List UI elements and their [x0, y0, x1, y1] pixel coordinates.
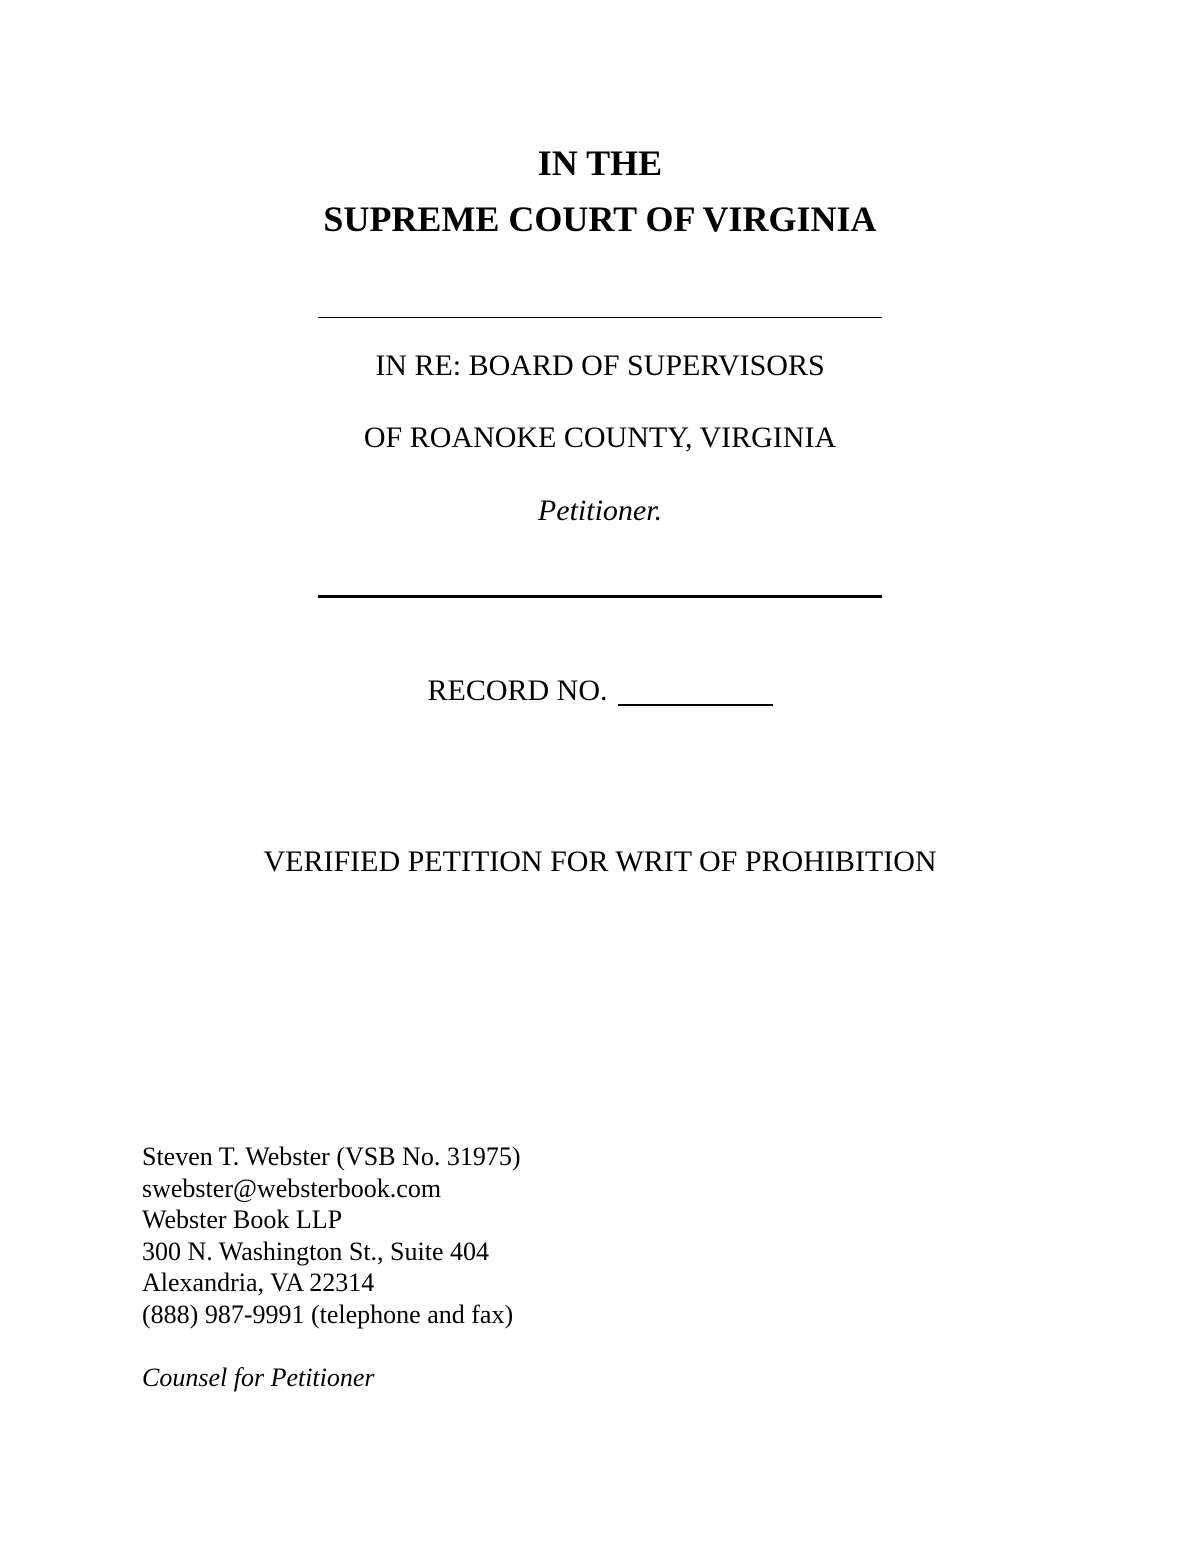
caption-line1: IN RE: BOARD OF SUPERVISORS	[375, 349, 825, 382]
caption-top-rule	[318, 317, 882, 318]
court-heading-line1: IN THE	[537, 143, 663, 183]
document-title: VERIFIED PETITION FOR WRIT OF PROHIBITION	[263, 845, 937, 878]
counsel-street: 300 N. Washington St., Suite 404	[142, 1236, 490, 1266]
counsel-block	[142, 1141, 521, 1330]
counsel-firm: Webster Book LLP	[142, 1205, 343, 1234]
party-role: Petitioner.	[537, 494, 663, 527]
counsel-name: Steven T. Webster (VSB No. 31975)	[142, 1142, 521, 1171]
record-number-label: RECORD NO.	[427, 674, 608, 707]
record-number	[0, 673, 1200, 709]
counsel-phone: (888) 987-9991 (telephone and fax)	[142, 1299, 514, 1329]
caption-line2: OF ROANOKE COUNTY, VIRGINIA	[363, 421, 837, 454]
caption-bottom-rule	[318, 595, 882, 598]
counsel-role: Counsel for Petitioner	[142, 1363, 375, 1392]
record-number-blank	[618, 704, 773, 706]
counsel-email: swebster@websterbook.com	[142, 1173, 442, 1203]
court-heading-line2: SUPREME COURT OF VIRGINIA	[323, 199, 877, 239]
counsel-city: Alexandria, VA 22314	[142, 1268, 375, 1297]
